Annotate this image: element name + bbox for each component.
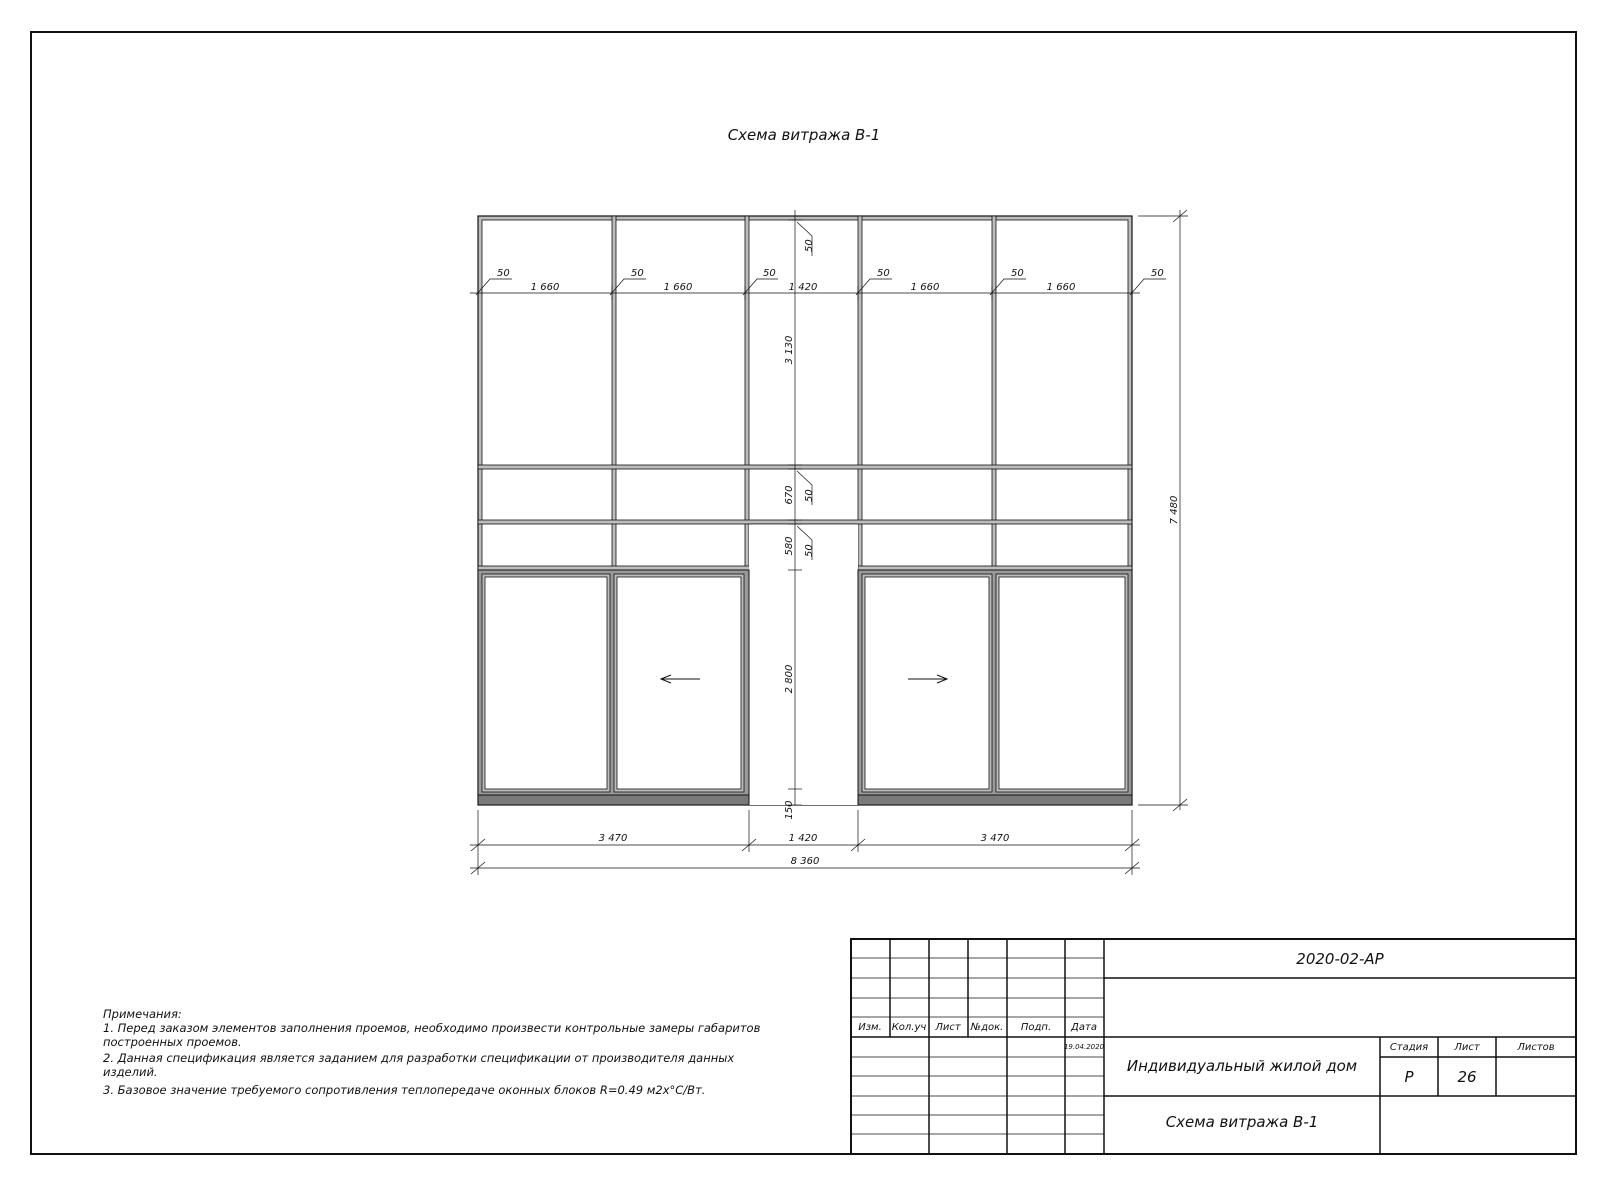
svg-text:50: 50	[631, 268, 644, 279]
drawing-title: Схема витража В-1	[727, 126, 881, 144]
svg-text:580: 580	[784, 536, 795, 556]
svg-text:8 360: 8 360	[790, 856, 820, 867]
svg-text:7 480: 7 480	[1169, 495, 1180, 525]
svg-text:изделий.: изделий.	[103, 1065, 158, 1079]
svg-text:26: 26	[1457, 1068, 1477, 1086]
svg-text:1 660: 1 660	[1046, 282, 1076, 293]
svg-text:50: 50	[1011, 268, 1024, 279]
notes	[103, 1007, 761, 1097]
svg-text:1 420: 1 420	[788, 282, 818, 293]
svg-text:Р: Р	[1404, 1068, 1414, 1086]
svg-text:50: 50	[763, 268, 776, 279]
svg-text:670: 670	[784, 485, 795, 505]
svg-text:Листов: Листов	[1517, 1042, 1555, 1053]
svg-text:50: 50	[804, 544, 815, 557]
svg-text:Изм.: Изм.	[858, 1022, 882, 1033]
svg-text:№док.: №док.	[970, 1022, 1004, 1033]
svg-text:1 660: 1 660	[530, 282, 560, 293]
svg-text:19.04.2020: 19.04.2020	[1063, 1043, 1105, 1051]
svg-text:3 130: 3 130	[784, 335, 795, 365]
svg-text:1. Перед заказом элементов зап: 1. Перед заказом элементов заполнения проемов, необходимо произвести контрольные замеры габаритов	[103, 1021, 761, 1035]
vitrage-elevation	[478, 216, 1132, 805]
title-block-texts	[858, 950, 1555, 1131]
svg-text:3 470: 3 470	[598, 833, 628, 844]
svg-text:1 660: 1 660	[910, 282, 940, 293]
svg-text:50: 50	[804, 239, 815, 252]
svg-text:3. Базовое значение требуемого: 3. Базовое значение требуемого сопротивления теплопередаче оконных блоков R=0.49 м2х°С/Вт.	[103, 1083, 706, 1097]
svg-text:Подп.: Подп.	[1020, 1022, 1052, 1033]
svg-text:1 420: 1 420	[788, 833, 818, 844]
svg-text:2 800: 2 800	[784, 664, 795, 694]
sliding-door-left	[478, 570, 749, 805]
doc-code: 2020-02-АР	[1296, 950, 1384, 968]
svg-text:50: 50	[804, 489, 815, 502]
svg-text:Примечания:: Примечания:	[103, 1007, 182, 1021]
svg-text:3 470: 3 470	[980, 833, 1010, 844]
sheet-name: Схема витража В-1	[1165, 1113, 1319, 1131]
svg-text:50: 50	[1151, 268, 1164, 279]
svg-text:Стадия: Стадия	[1389, 1042, 1429, 1053]
svg-text:50: 50	[497, 268, 510, 279]
door-passage	[749, 524, 858, 805]
sliding-door-right	[858, 570, 1132, 805]
svg-text:50: 50	[877, 268, 890, 279]
svg-text:1 660: 1 660	[663, 282, 693, 293]
project-name: Индивидуальный жилой дом	[1126, 1057, 1358, 1075]
svg-text:2. Данная спецификация являетс: 2. Данная спецификация является заданием для разработки спецификации от производителя данных	[103, 1051, 735, 1065]
svg-text:Дата: Дата	[1071, 1022, 1097, 1033]
svg-text:Лист: Лист	[935, 1022, 961, 1033]
svg-text:Кол.уч: Кол.уч	[891, 1022, 927, 1033]
svg-text:построенных проемов.: построенных проемов.	[103, 1035, 242, 1049]
svg-text:150: 150	[784, 800, 795, 820]
svg-text:Лист: Лист	[1454, 1042, 1480, 1053]
